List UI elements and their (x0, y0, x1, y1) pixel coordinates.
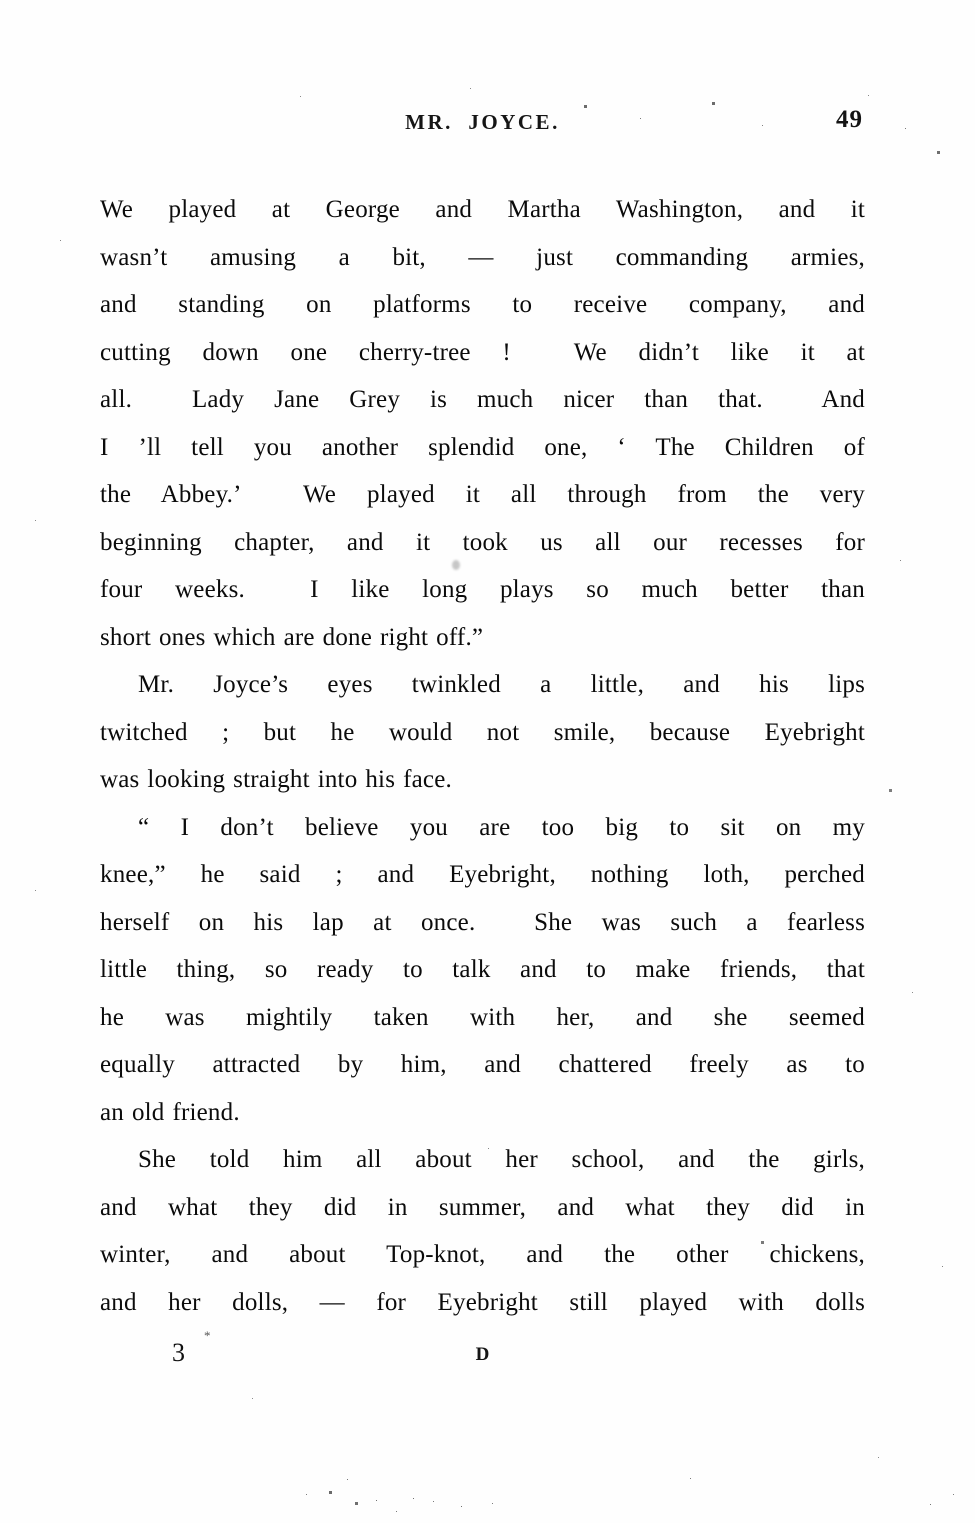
text-line: herself on his lap at once. She was such a fearless (100, 908, 865, 936)
text-line: wasn’t amusing a bit, — just commanding armies, (100, 243, 865, 271)
text-line: he was mightily taken with her, and she seemed (100, 1003, 865, 1031)
text-line: twitched ; but he would not smile, because Eyebright (100, 718, 865, 746)
text-line: and what they did in summer, and what they did in (100, 1193, 865, 1221)
text-line: equally attracted by him, and chattered freely as to (100, 1051, 865, 1078)
page-header (100, 106, 865, 144)
text-line: all. Lady Jane Grey is much nicer than that. And (100, 386, 865, 413)
scan-artifact (452, 560, 460, 570)
text-block (100, 186, 865, 1326)
paragraph (100, 661, 865, 804)
text-line: and her dolls, — for Eyebright still played with dolls (100, 1288, 865, 1316)
text-line: We played at George and Martha Washington, and it (100, 196, 865, 223)
text-line: Mr. Joyce’s eyes twinkled a little, and his lips (138, 671, 865, 698)
text-line: She told him all about her school, and the girls, (138, 1146, 865, 1173)
text-line: and standing on platforms to receive company, and (100, 291, 865, 318)
paragraph (100, 804, 865, 1137)
text-line: winter, and about Top-knot, and the other chickens, (100, 1241, 865, 1268)
text-line: little thing, so ready to talk and to make friends, that (100, 956, 865, 983)
text-line: cutting down one cherry-tree ! We didn’t like it at (100, 338, 865, 366)
text-line: was looking straight into his face. (100, 766, 452, 793)
paragraph (100, 1136, 865, 1326)
text-line: the Abbey.’ We played it all through from the very (100, 481, 865, 508)
press-signature-mark: D (475, 1344, 490, 1365)
signature-asterisk-mark: * (204, 1328, 211, 1343)
text-line: four weeks. I like long plays so much better than (100, 576, 865, 603)
text-line: short ones which are done right off.” (100, 623, 484, 651)
text-line: I ’ll tell you another splendid one, ‘ The Children of (100, 433, 865, 461)
page-number: 49 (836, 106, 863, 133)
text-line: an old friend. (100, 1098, 240, 1126)
signature-number: 3 (172, 1338, 185, 1367)
page-footer (100, 1328, 865, 1382)
scan-noise-specks (0, 0, 1, 1)
paragraph (100, 186, 865, 661)
text-line: knee,” he said ; and Eyebright, nothing loth, perched (100, 861, 865, 888)
text-line: “ I don’t believe you are too big to sit on my (138, 813, 865, 841)
running-title: MR. JOYCE. (405, 110, 560, 134)
text-line: beginning chapter, and it took us all our recesses for (100, 528, 865, 556)
